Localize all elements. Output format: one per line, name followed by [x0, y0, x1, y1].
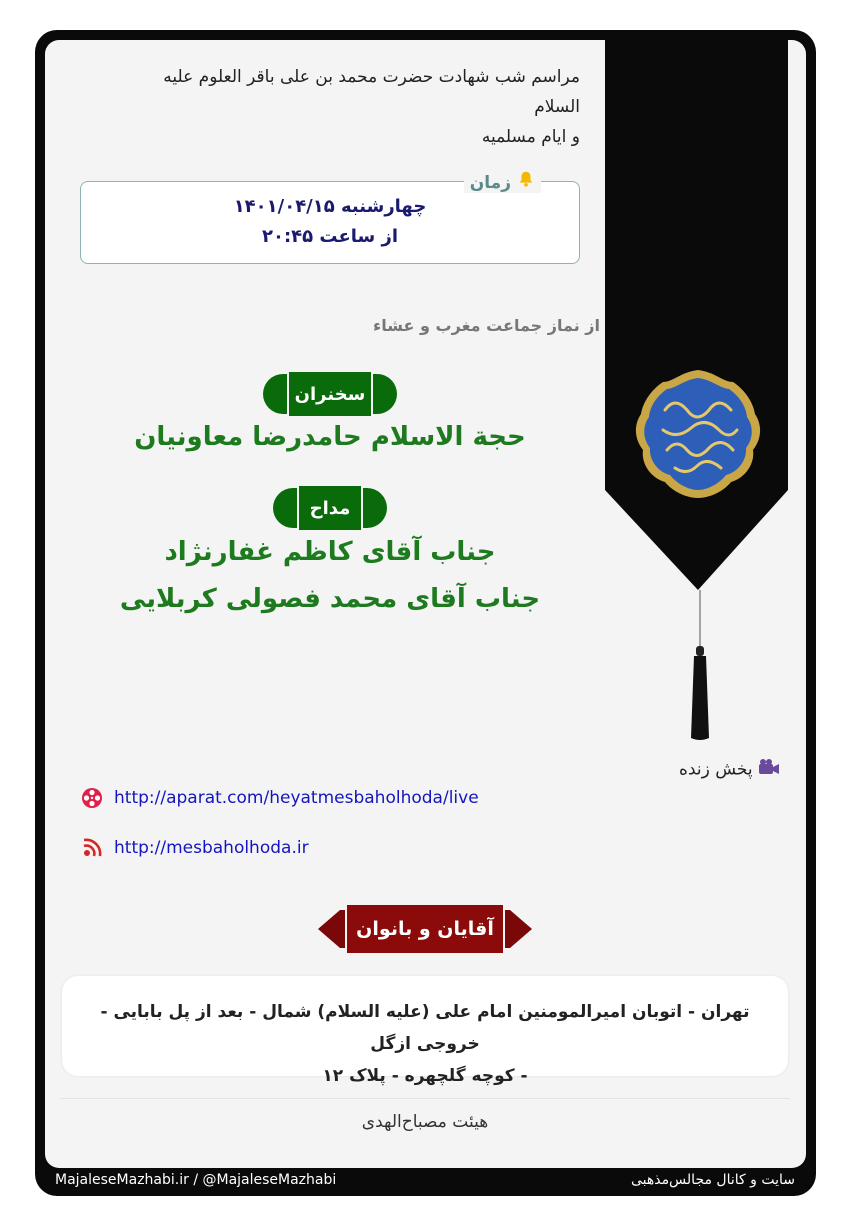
time-label: زمان: [469, 173, 511, 193]
footer-site-handle[interactable]: MajaleseMazhabi.ir / @MajaleseMazhabi: [55, 1172, 337, 1188]
aparat-icon: [80, 786, 104, 810]
prayer-note: از نماز جماعت مغرب و عشاء: [373, 316, 600, 335]
broadcast-icon: [80, 836, 104, 860]
bell-icon: [517, 170, 535, 193]
title-line-1: مراسم شب شهادت حضرت محمد بن علی باقر العلوم علیه: [163, 67, 580, 87]
footer-caption: سایت و کانال مجالس‌مذهبی: [630, 1172, 795, 1188]
divider: [60, 1098, 790, 1099]
address-line-2: - کوچه گلچهره - پلاک ۱۲: [322, 1066, 528, 1086]
time-legend: [464, 170, 541, 193]
website-link-row[interactable]: [80, 836, 309, 860]
title-line-3: و ایام مسلمیه: [481, 127, 580, 147]
eulogist-label: مداح: [297, 484, 363, 532]
website-link[interactable]: http://mesbaholhoda.ir: [114, 838, 309, 858]
address-line-1: تهران - اتوبان امیرالمومنین امام علی (علیه السلام) شمال - بعد از پل بابایی - خروجی ازگل: [100, 1002, 750, 1054]
eulogist-name-1: جناب آقای کاظم غفارنژاد: [164, 537, 496, 567]
audience-label: آقایان و بانوان: [356, 918, 494, 940]
mourning-banner: [605, 30, 788, 590]
address-card: [62, 976, 788, 1086]
aparat-link-row[interactable]: [80, 786, 479, 810]
eulogist-name-2: جناب آقای محمد فصولی کربلایی: [119, 584, 541, 614]
eulogist-ribbon: [273, 488, 387, 528]
time-box: [80, 173, 580, 264]
speaker-name: حجة الاسلام حامدرضا معاونیان: [134, 422, 526, 452]
event-hour: از ساعت ۲۰:۴۵: [261, 226, 399, 247]
event-date: چهارشنبه ۱۴۰۱/۰۴/۱۵: [233, 196, 427, 217]
event-title: [80, 62, 580, 152]
title-line-2: السلام: [534, 97, 580, 117]
tassel-icon: [688, 590, 712, 742]
live-broadcast-label: [640, 758, 780, 781]
organization-name: هیئت مصباح‌الهدی: [361, 1112, 489, 1132]
video-camera-icon: [758, 758, 780, 781]
address-text: [82, 996, 768, 1092]
speaker-ribbon: [263, 374, 397, 414]
live-label-text: پخش زنده: [679, 759, 753, 780]
aparat-link[interactable]: http://aparat.com/heyatmesbaholhoda/live: [114, 788, 479, 808]
speaker-label: سخنران: [287, 370, 373, 418]
